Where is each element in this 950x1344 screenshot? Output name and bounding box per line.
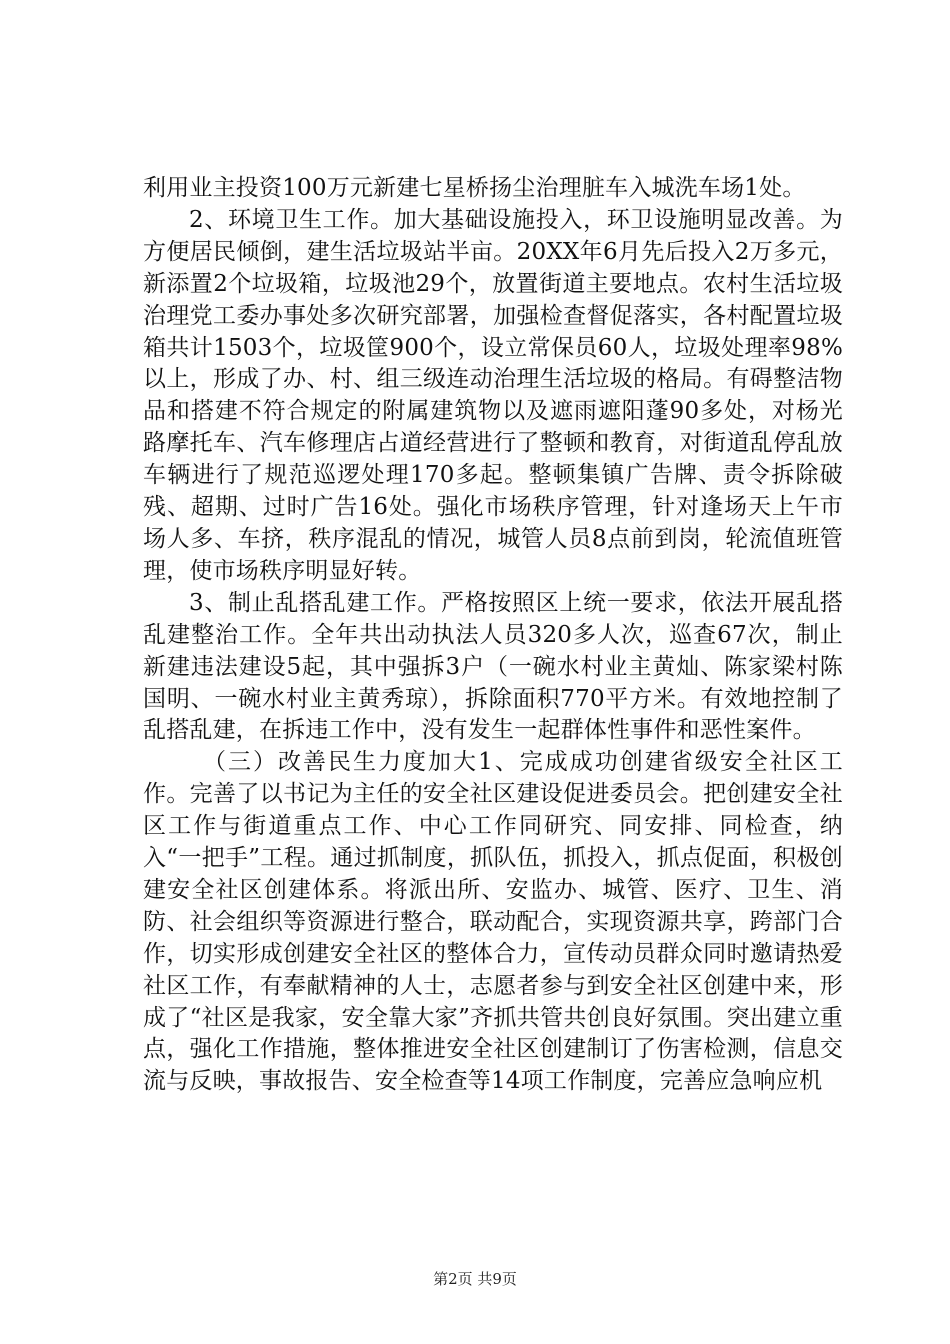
paragraph-livelihood: （三）改善民生力度加大1、完成成功创建省级安全社区工作。完善了以书记为主任的安全社区建设促进委员会。把创建安全社区工作与街道重点工作、中心工作同研究、同安排、同检查，纳入“一把手”工程。通过抓制度，抓队伍，抓投入，抓点促面，积极创建安全社区创建体系。将派出所、安监办、城管、医疗、卫生、消防、社会组织等资源进行整合，联动配合，实现资源共享，跨部门合作，切实形成创建安全社区的整体合力，宣传动员群众同时邀请热爱社区工作，有奉献精神的人士，志愿者参与到安全社区创建中来，形成了“社区是我家，安全靠大家”齐抓共管共创良好氛围。突出建立重点，强化工作措施，整体推进安全社区创建制订了伤害检测，信息交流与反映，事故报告、安全检查等14项工作制度，完善应急响应机 [143,749,843,1095]
paragraph-illegal-construction: 3、制止乱搭乱建工作。严格按照区上统一要求，依法开展乱搭乱建整治工作。全年共出动执法人员320多人次，巡查67次，制止新建违法建设5起，其中强拆3户（一碗水村业主黄灿、陈家梁村陈国明、一碗水村业主黄秀琼），拆除面积770平方米。有效地控制了乱搭乱建，在拆违工作中，没有发生一起群体性事件和恶性案件。 [143,589,843,744]
paragraph-continuation: 利用业主投资100万元新建七星桥扬尘治理脏车入城洗车场1处。 [143,175,806,201]
paragraph-environment-sanitation: 2、环境卫生工作。加大基础设施投入，环卫设施明显改善。为方便居民倾倒，建生活垃圾站半亩。20XX年6月先后投入2万多元，新添置2个垃圾箱，垃圾池29个，放置街道主要地点。农村生活垃圾治理党工委办事处多次研究部署，加强检查督促落实，各村配置垃圾箱共计1503个，垃圾筐900个，设立常保员60人，垃圾处理率98%以上，形成了办、村、组三级连动治理生活垃圾的格局。有碍整洁物品和搭建不符合规定的附属建筑物以及遮雨遮阳蓬90多处，对杨光路摩托车、汽车修理店占道经营进行了整顿和教育，对街道乱停乱放车辆进行了规范巡逻处理170多起。整顿集镇广告牌、责令拆除破残、超期、过时广告16处。强化市场秩序管理，针对逢场天上午市场人多、车挤，秩序混乱的情况，城管人员8点前到岗，轮流值班管理，使市场秩序明显好转。 [143,206,843,584]
page-number-footer: 第2页 共9页 [433,1270,517,1288]
document-body [143,173,843,1098]
